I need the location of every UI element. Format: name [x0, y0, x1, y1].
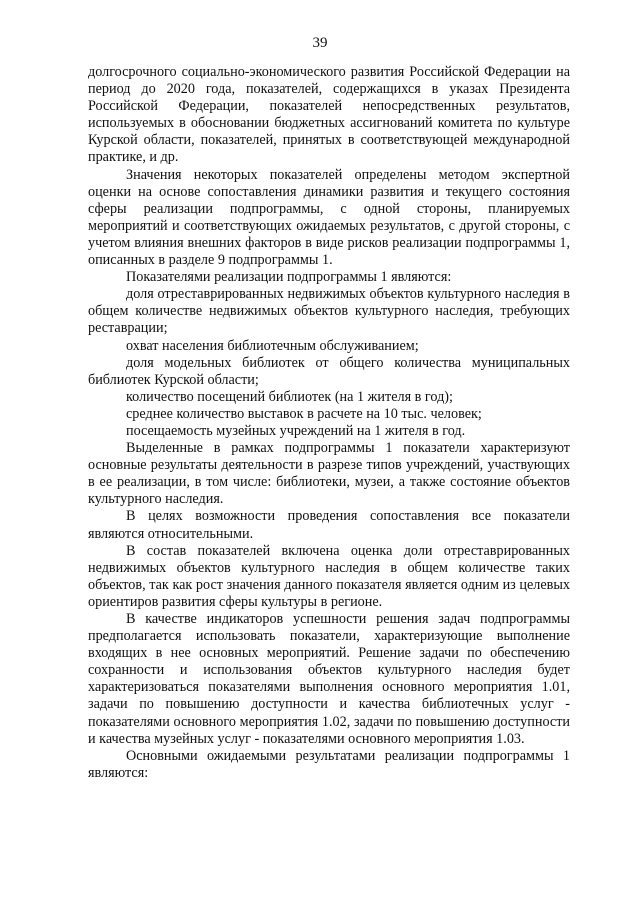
- paragraph: Основными ожидаемыми результатами реализации подпрограммы 1 являются:: [88, 747, 570, 781]
- paragraph: долгосрочного социально-экономического развития Российской Федерации на период до 2020 года, показателей, содержащихся в указах Президента Российской Федерации, показателей непосредственных результатов, используемых в обосновании бюджетных ассигнований комитета по культуре Курской области, показателей, принятых в соответствующей международной практике, и др.: [88, 64, 570, 166]
- list-item: посещаемость музейных учреждений на 1 жителя в год.: [126, 422, 466, 439]
- list-item: доля модельных библиотек от общего количества муниципальных библиотек Курской области;: [88, 354, 570, 388]
- list-item: среднее количество выставок в расчете на 10 тыс. человек;: [126, 405, 482, 422]
- list-item: охват населения библиотечным обслуживанием;: [126, 337, 419, 354]
- paragraph: Показателями реализации подпрограммы 1 являются:: [126, 269, 452, 286]
- paragraph: В состав показателей включена оценка доли отреставрированных недвижимых объектов культурного наследия в общем количестве таких объектов, так как рост значения данного показателя является одним из целевых ориентиров развития сферы культуры в регионе.: [88, 542, 570, 610]
- paragraph: Выделенные в рамках подпрограммы 1 показатели характеризуют основные результаты деятельности в разрезе типов учреждений, участвующих в ее реализации, в том числе: библиотеки, музеи, а также состояние объектов культурного наследия.: [88, 440, 570, 508]
- paragraph: Значения некоторых показателей определены методом экспертной оценки на основе сопоставления динамики развития и текущего состояния сферы реализации подпрограммы, с одной стороны, планируемых мероприятий и соответствующих ожидаемых результатов, с другой стороны, с учетом влияния внешних факторов в виде рисков реализации подпрограммы 1, описанных в разделе 9 подпрограммы 1.: [88, 166, 570, 269]
- paragraph: В целях возможности проведения сопоставления все показатели являются относительными.: [88, 508, 570, 542]
- page-number: 39: [312, 35, 328, 51]
- document-body: [88, 64, 570, 782]
- paragraph: В качестве индикаторов успешности решения задач подпрограммы предполагается использовать показатели, характеризующие выполнение входящих в нее основных мероприятий. Решение задачи по обеспечению сохранности и использования объектов культурного наследия будет характеризоваться показателями выполнения основного мероприятия 1.01, задачи по повышению доступности и качества библиотечных услуг - показателями основного мероприятия 1.02, задачи по повышению доступности и качества музейных услуг - показателями основного мероприятия 1.03.: [88, 611, 570, 747]
- list-item: доля отреставрированных недвижимых объектов культурного наследия в общем количестве недвижимых объектов культурного наследия, требующих реставрации;: [88, 286, 570, 337]
- list-item: количество посещений библиотек (на 1 жителя в год);: [126, 388, 453, 405]
